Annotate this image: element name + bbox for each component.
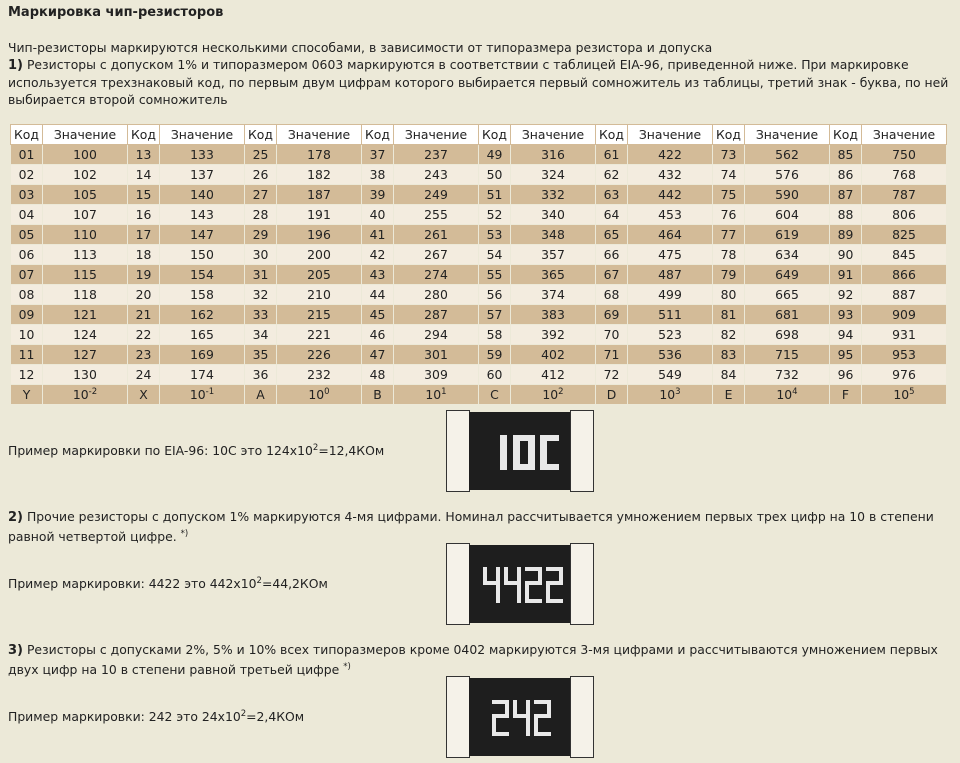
cell-code: 23 <box>128 345 160 365</box>
header-value: Значение <box>511 125 596 145</box>
cell-code: 37 <box>362 145 394 165</box>
section3-note: *) <box>343 662 351 672</box>
section3-number: 3) <box>8 643 23 658</box>
multiplier-value <box>745 385 830 405</box>
cell-code: 42 <box>362 245 394 265</box>
cell-value: 267 <box>394 245 479 265</box>
cell-code: 03 <box>11 185 43 205</box>
cell-code: 40 <box>362 205 394 225</box>
cell-value: 221 <box>277 325 362 345</box>
cell-code: 68 <box>596 285 628 305</box>
section1-number: 1) <box>8 58 23 73</box>
table-row <box>11 365 947 385</box>
cell-code: 58 <box>479 325 511 345</box>
cell-code: 39 <box>362 185 394 205</box>
intro-text <box>8 39 953 108</box>
cell-code: 94 <box>830 325 862 345</box>
cell-value: 127 <box>43 345 128 365</box>
example2-exp: 2 <box>256 576 262 586</box>
cell-code: 06 <box>11 245 43 265</box>
cell-value: 154 <box>160 265 245 285</box>
cell-code: 12 <box>11 365 43 385</box>
cell-code: 46 <box>362 325 394 345</box>
chip-marking-242 <box>469 678 571 756</box>
example3-text <box>8 709 304 724</box>
multiplier-base: 10 <box>308 387 325 402</box>
multiplier-value <box>862 385 947 405</box>
multiplier-base: 10 <box>659 387 676 402</box>
cell-value: 215 <box>277 305 362 325</box>
cell-code: 64 <box>596 205 628 225</box>
cell-code: 82 <box>713 325 745 345</box>
cell-value: 392 <box>511 325 596 345</box>
cell-value: 158 <box>160 285 245 305</box>
cell-value: 422 <box>628 145 713 165</box>
cell-code: 28 <box>245 205 277 225</box>
cell-value: 511 <box>628 305 713 325</box>
section2-note: *) <box>180 529 189 539</box>
cell-code: 45 <box>362 305 394 325</box>
cell-value: 549 <box>628 365 713 385</box>
cell-value: 825 <box>862 225 947 245</box>
multiplier-exponent: 0 <box>324 387 330 397</box>
cell-code: 96 <box>830 365 862 385</box>
cell-code: 51 <box>479 185 511 205</box>
cell-code: 18 <box>128 245 160 265</box>
chip-terminal-left <box>446 543 470 625</box>
cell-code: 38 <box>362 165 394 185</box>
header-code: Код <box>596 125 628 145</box>
cell-value: 464 <box>628 225 713 245</box>
cell-code: 15 <box>128 185 160 205</box>
section2-body: Прочие резисторы с допуском 1% маркируются 4-мя цифрами. Номинал рассчитывается умножением первых трех цифр на 10 в степени равной четвертой цифре. <box>8 509 934 544</box>
table-row <box>11 165 947 185</box>
table-row <box>11 265 947 285</box>
cell-value: 768 <box>862 165 947 185</box>
cell-value: 105 <box>43 185 128 205</box>
cell-code: 95 <box>830 345 862 365</box>
cell-value: 150 <box>160 245 245 265</box>
header-value: Значение <box>862 125 947 145</box>
cell-value: 665 <box>745 285 830 305</box>
cell-code: 56 <box>479 285 511 305</box>
header-code: Код <box>128 125 160 145</box>
cell-value: 357 <box>511 245 596 265</box>
chip-resistor-10c <box>446 410 594 492</box>
cell-code: 14 <box>128 165 160 185</box>
cell-code: 83 <box>713 345 745 365</box>
cell-value: 137 <box>160 165 245 185</box>
cell-code: 17 <box>128 225 160 245</box>
cell-value: 169 <box>160 345 245 365</box>
chip-resistor-242 <box>446 676 594 758</box>
multiplier-letter: A <box>245 385 277 405</box>
cell-code: 02 <box>11 165 43 185</box>
multiplier-base: 10 <box>776 387 793 402</box>
cell-value: 681 <box>745 305 830 325</box>
cell-value: 649 <box>745 265 830 285</box>
cell-value: 210 <box>277 285 362 305</box>
cell-code: 01 <box>11 145 43 165</box>
example1-pre: Пример маркировки по EIA-96: 10C это 124x10 <box>8 443 313 458</box>
cell-value: 475 <box>628 245 713 265</box>
chip-resistor-4422 <box>446 543 594 625</box>
cell-value: 200 <box>277 245 362 265</box>
cell-value: 402 <box>511 345 596 365</box>
multiplier-base: 10 <box>542 387 559 402</box>
cell-code: 35 <box>245 345 277 365</box>
multiplier-value <box>394 385 479 405</box>
multiplier-exponent: 1 <box>441 387 447 397</box>
table-row <box>11 145 947 165</box>
cell-value: 590 <box>745 185 830 205</box>
cell-value: 453 <box>628 205 713 225</box>
cell-code: 41 <box>362 225 394 245</box>
header-value: Значение <box>394 125 479 145</box>
cell-value: 124 <box>43 325 128 345</box>
table-row <box>11 205 947 225</box>
cell-code: 20 <box>128 285 160 305</box>
cell-value: 732 <box>745 365 830 385</box>
cell-value: 309 <box>394 365 479 385</box>
intro-line1: Чип-резисторы маркируются несколькими способами, в зависимости от типоразмера резистора и допуска <box>8 40 713 55</box>
cell-value: 887 <box>862 285 947 305</box>
cell-value: 174 <box>160 365 245 385</box>
cell-code: 62 <box>596 165 628 185</box>
example2-pre: Пример маркировки: 4422 это 442x10 <box>8 576 257 591</box>
cell-value: 182 <box>277 165 362 185</box>
table-header-row <box>11 125 947 145</box>
cell-code: 87 <box>830 185 862 205</box>
header-code: Код <box>479 125 511 145</box>
cell-value: 365 <box>511 265 596 285</box>
cell-value: 294 <box>394 325 479 345</box>
cell-code: 16 <box>128 205 160 225</box>
multiplier-exponent: 4 <box>792 387 798 397</box>
cell-code: 88 <box>830 205 862 225</box>
cell-code: 72 <box>596 365 628 385</box>
cell-value: 140 <box>160 185 245 205</box>
multiplier-exponent: 5 <box>909 387 915 397</box>
multiplier-letter: C <box>479 385 511 405</box>
cell-code: 50 <box>479 165 511 185</box>
cell-code: 91 <box>830 265 862 285</box>
cell-value: 787 <box>862 185 947 205</box>
cell-value: 634 <box>745 245 830 265</box>
section3-body: Резисторы с допусками 2%, 5% и 10% всех типоразмеров кроме 0402 маркируются 3-мя цифрами и рассчитываются умножением первых двух цифр на 10 в степени равной третьей цифре <box>8 642 938 677</box>
cell-code: 89 <box>830 225 862 245</box>
eia96-table <box>10 124 947 405</box>
cell-code: 84 <box>713 365 745 385</box>
cell-code: 71 <box>596 345 628 365</box>
multiplier-exponent: -2 <box>88 387 98 397</box>
cell-value: 196 <box>277 225 362 245</box>
header-value: Значение <box>277 125 362 145</box>
cell-code: 54 <box>479 245 511 265</box>
cell-code: 36 <box>245 365 277 385</box>
cell-value: 110 <box>43 225 128 245</box>
chip-terminal-right <box>570 543 594 625</box>
header-code: Код <box>245 125 277 145</box>
multiplier-base: 10 <box>72 387 89 402</box>
cell-value: 604 <box>745 205 830 225</box>
cell-value: 619 <box>745 225 830 245</box>
multiplier-letter: E <box>713 385 745 405</box>
cell-value: 523 <box>628 325 713 345</box>
example3-pre: Пример маркировки: 242 это 24x10 <box>8 709 241 724</box>
cell-value: 255 <box>394 205 479 225</box>
multiplier-letter: X <box>128 385 160 405</box>
header-value: Значение <box>628 125 713 145</box>
cell-value: 130 <box>43 365 128 385</box>
cell-code: 77 <box>713 225 745 245</box>
header-code: Код <box>11 125 43 145</box>
cell-value: 162 <box>160 305 245 325</box>
cell-code: 26 <box>245 165 277 185</box>
cell-code: 05 <box>11 225 43 245</box>
multiplier-letter: B <box>362 385 394 405</box>
table-row <box>11 345 947 365</box>
multiplier-value <box>43 385 128 405</box>
cell-value: 348 <box>511 225 596 245</box>
cell-code: 25 <box>245 145 277 165</box>
example1-text <box>8 443 384 458</box>
cell-value: 115 <box>43 265 128 285</box>
section3-text <box>8 640 953 679</box>
cell-value: 715 <box>745 345 830 365</box>
cell-code: 75 <box>713 185 745 205</box>
example1-post: =12,4КОм <box>318 443 385 458</box>
table-row <box>11 245 947 265</box>
chip-marking-4422 <box>469 545 571 623</box>
cell-code: 34 <box>245 325 277 345</box>
cell-value: 133 <box>160 145 245 165</box>
cell-value: 316 <box>511 145 596 165</box>
cell-code: 60 <box>479 365 511 385</box>
cell-code: 47 <box>362 345 394 365</box>
cell-value: 121 <box>43 305 128 325</box>
chip-terminal-right <box>570 676 594 758</box>
cell-value: 287 <box>394 305 479 325</box>
cell-code: 92 <box>830 285 862 305</box>
cell-value: 845 <box>862 245 947 265</box>
multiplier-letter: D <box>596 385 628 405</box>
multiplier-base: 10 <box>189 387 206 402</box>
multiplier-exponent: 3 <box>675 387 681 397</box>
cell-value: 374 <box>511 285 596 305</box>
header-value: Значение <box>160 125 245 145</box>
table-row <box>11 185 947 205</box>
cell-code: 80 <box>713 285 745 305</box>
cell-value: 249 <box>394 185 479 205</box>
cell-code: 67 <box>596 265 628 285</box>
cell-value: 576 <box>745 165 830 185</box>
cell-code: 61 <box>596 145 628 165</box>
page-title: Маркировка чип-резисторов <box>8 5 224 20</box>
cell-value: 562 <box>745 145 830 165</box>
cell-value: 750 <box>862 145 947 165</box>
multiplier-exponent: -1 <box>205 387 215 397</box>
cell-value: 499 <box>628 285 713 305</box>
multiplier-base: 10 <box>425 387 442 402</box>
cell-code: 74 <box>713 165 745 185</box>
section2-number: 2) <box>8 510 23 525</box>
cell-code: 21 <box>128 305 160 325</box>
example3-exp: 2 <box>240 709 247 719</box>
cell-code: 22 <box>128 325 160 345</box>
cell-code: 65 <box>596 225 628 245</box>
header-code: Код <box>830 125 862 145</box>
cell-code: 29 <box>245 225 277 245</box>
cell-code: 08 <box>11 285 43 305</box>
cell-code: 55 <box>479 265 511 285</box>
cell-value: 232 <box>277 365 362 385</box>
cell-code: 19 <box>128 265 160 285</box>
multiplier-base: 10 <box>893 387 910 402</box>
cell-code: 81 <box>713 305 745 325</box>
cell-code: 76 <box>713 205 745 225</box>
cell-value: 412 <box>511 365 596 385</box>
cell-code: 10 <box>11 325 43 345</box>
multiplier-exponent: 2 <box>558 387 564 397</box>
cell-value: 243 <box>394 165 479 185</box>
cell-code: 66 <box>596 245 628 265</box>
chip-terminal-right <box>570 410 594 492</box>
table-row <box>11 305 947 325</box>
cell-value: 487 <box>628 265 713 285</box>
cell-code: 48 <box>362 365 394 385</box>
cell-value: 280 <box>394 285 479 305</box>
cell-value: 165 <box>160 325 245 345</box>
table-row <box>11 285 947 305</box>
example1-exp: 2 <box>312 443 319 453</box>
header-value: Значение <box>745 125 830 145</box>
cell-value: 866 <box>862 265 947 285</box>
cell-code: 13 <box>128 145 160 165</box>
cell-value: 432 <box>628 165 713 185</box>
cell-value: 931 <box>862 325 947 345</box>
cell-code: 69 <box>596 305 628 325</box>
cell-code: 57 <box>479 305 511 325</box>
cell-code: 07 <box>11 265 43 285</box>
cell-value: 806 <box>862 205 947 225</box>
cell-value: 976 <box>862 365 947 385</box>
cell-value: 442 <box>628 185 713 205</box>
chip-marking-10c <box>469 412 571 490</box>
cell-value: 953 <box>862 345 947 365</box>
multiplier-row <box>11 385 947 405</box>
multiplier-value <box>511 385 596 405</box>
cell-code: 53 <box>479 225 511 245</box>
example2-text <box>8 576 328 591</box>
cell-code: 44 <box>362 285 394 305</box>
cell-value: 301 <box>394 345 479 365</box>
cell-code: 31 <box>245 265 277 285</box>
cell-code: 85 <box>830 145 862 165</box>
cell-value: 536 <box>628 345 713 365</box>
cell-code: 49 <box>479 145 511 165</box>
cell-value: 100 <box>43 145 128 165</box>
cell-value: 187 <box>277 185 362 205</box>
cell-value: 324 <box>511 165 596 185</box>
cell-code: 63 <box>596 185 628 205</box>
multiplier-value <box>160 385 245 405</box>
table-row <box>11 225 947 245</box>
cell-code: 73 <box>713 145 745 165</box>
cell-code: 11 <box>11 345 43 365</box>
cell-code: 43 <box>362 265 394 285</box>
cell-value: 909 <box>862 305 947 325</box>
cell-code: 90 <box>830 245 862 265</box>
header-code: Код <box>362 125 394 145</box>
multiplier-value <box>277 385 362 405</box>
cell-value: 237 <box>394 145 479 165</box>
section1-text: Резисторы с допуском 1% и типоразмером 0603 маркируются в соответствии с таблицей EIA-96, приведенной ниже. При маркировке используется трехзнаковый код, по первым двум цифрам которого выбирается первый сомножитель из таблицы, третий знак - буква, по ней выбирается второй сомножитель <box>8 57 949 107</box>
cell-value: 261 <box>394 225 479 245</box>
cell-code: 30 <box>245 245 277 265</box>
cell-value: 383 <box>511 305 596 325</box>
header-value: Значение <box>43 125 128 145</box>
cell-code: 27 <box>245 185 277 205</box>
cell-value: 143 <box>160 205 245 225</box>
cell-value: 332 <box>511 185 596 205</box>
cell-value: 102 <box>43 165 128 185</box>
cell-code: 59 <box>479 345 511 365</box>
cell-code: 04 <box>11 205 43 225</box>
multiplier-letter: F <box>830 385 862 405</box>
multiplier-letter: Y <box>11 385 43 405</box>
cell-value: 107 <box>43 205 128 225</box>
table-row <box>11 325 947 345</box>
header-code: Код <box>713 125 745 145</box>
cell-value: 147 <box>160 225 245 245</box>
cell-value: 118 <box>43 285 128 305</box>
cell-code: 52 <box>479 205 511 225</box>
cell-code: 24 <box>128 365 160 385</box>
cell-value: 191 <box>277 205 362 225</box>
cell-value: 113 <box>43 245 128 265</box>
cell-value: 698 <box>745 325 830 345</box>
cell-code: 93 <box>830 305 862 325</box>
cell-code: 78 <box>713 245 745 265</box>
cell-code: 86 <box>830 165 862 185</box>
multiplier-value <box>628 385 713 405</box>
cell-code: 70 <box>596 325 628 345</box>
example2-post: =44,2КОм <box>261 576 328 591</box>
example3-post: =2,4КОм <box>246 709 305 724</box>
cell-value: 274 <box>394 265 479 285</box>
cell-code: 09 <box>11 305 43 325</box>
cell-code: 32 <box>245 285 277 305</box>
cell-value: 205 <box>277 265 362 285</box>
chip-terminal-left <box>446 410 470 492</box>
cell-value: 178 <box>277 145 362 165</box>
cell-value: 226 <box>277 345 362 365</box>
chip-terminal-left <box>446 676 470 758</box>
cell-code: 79 <box>713 265 745 285</box>
cell-value: 340 <box>511 205 596 225</box>
cell-code: 33 <box>245 305 277 325</box>
section2-text <box>8 507 953 546</box>
